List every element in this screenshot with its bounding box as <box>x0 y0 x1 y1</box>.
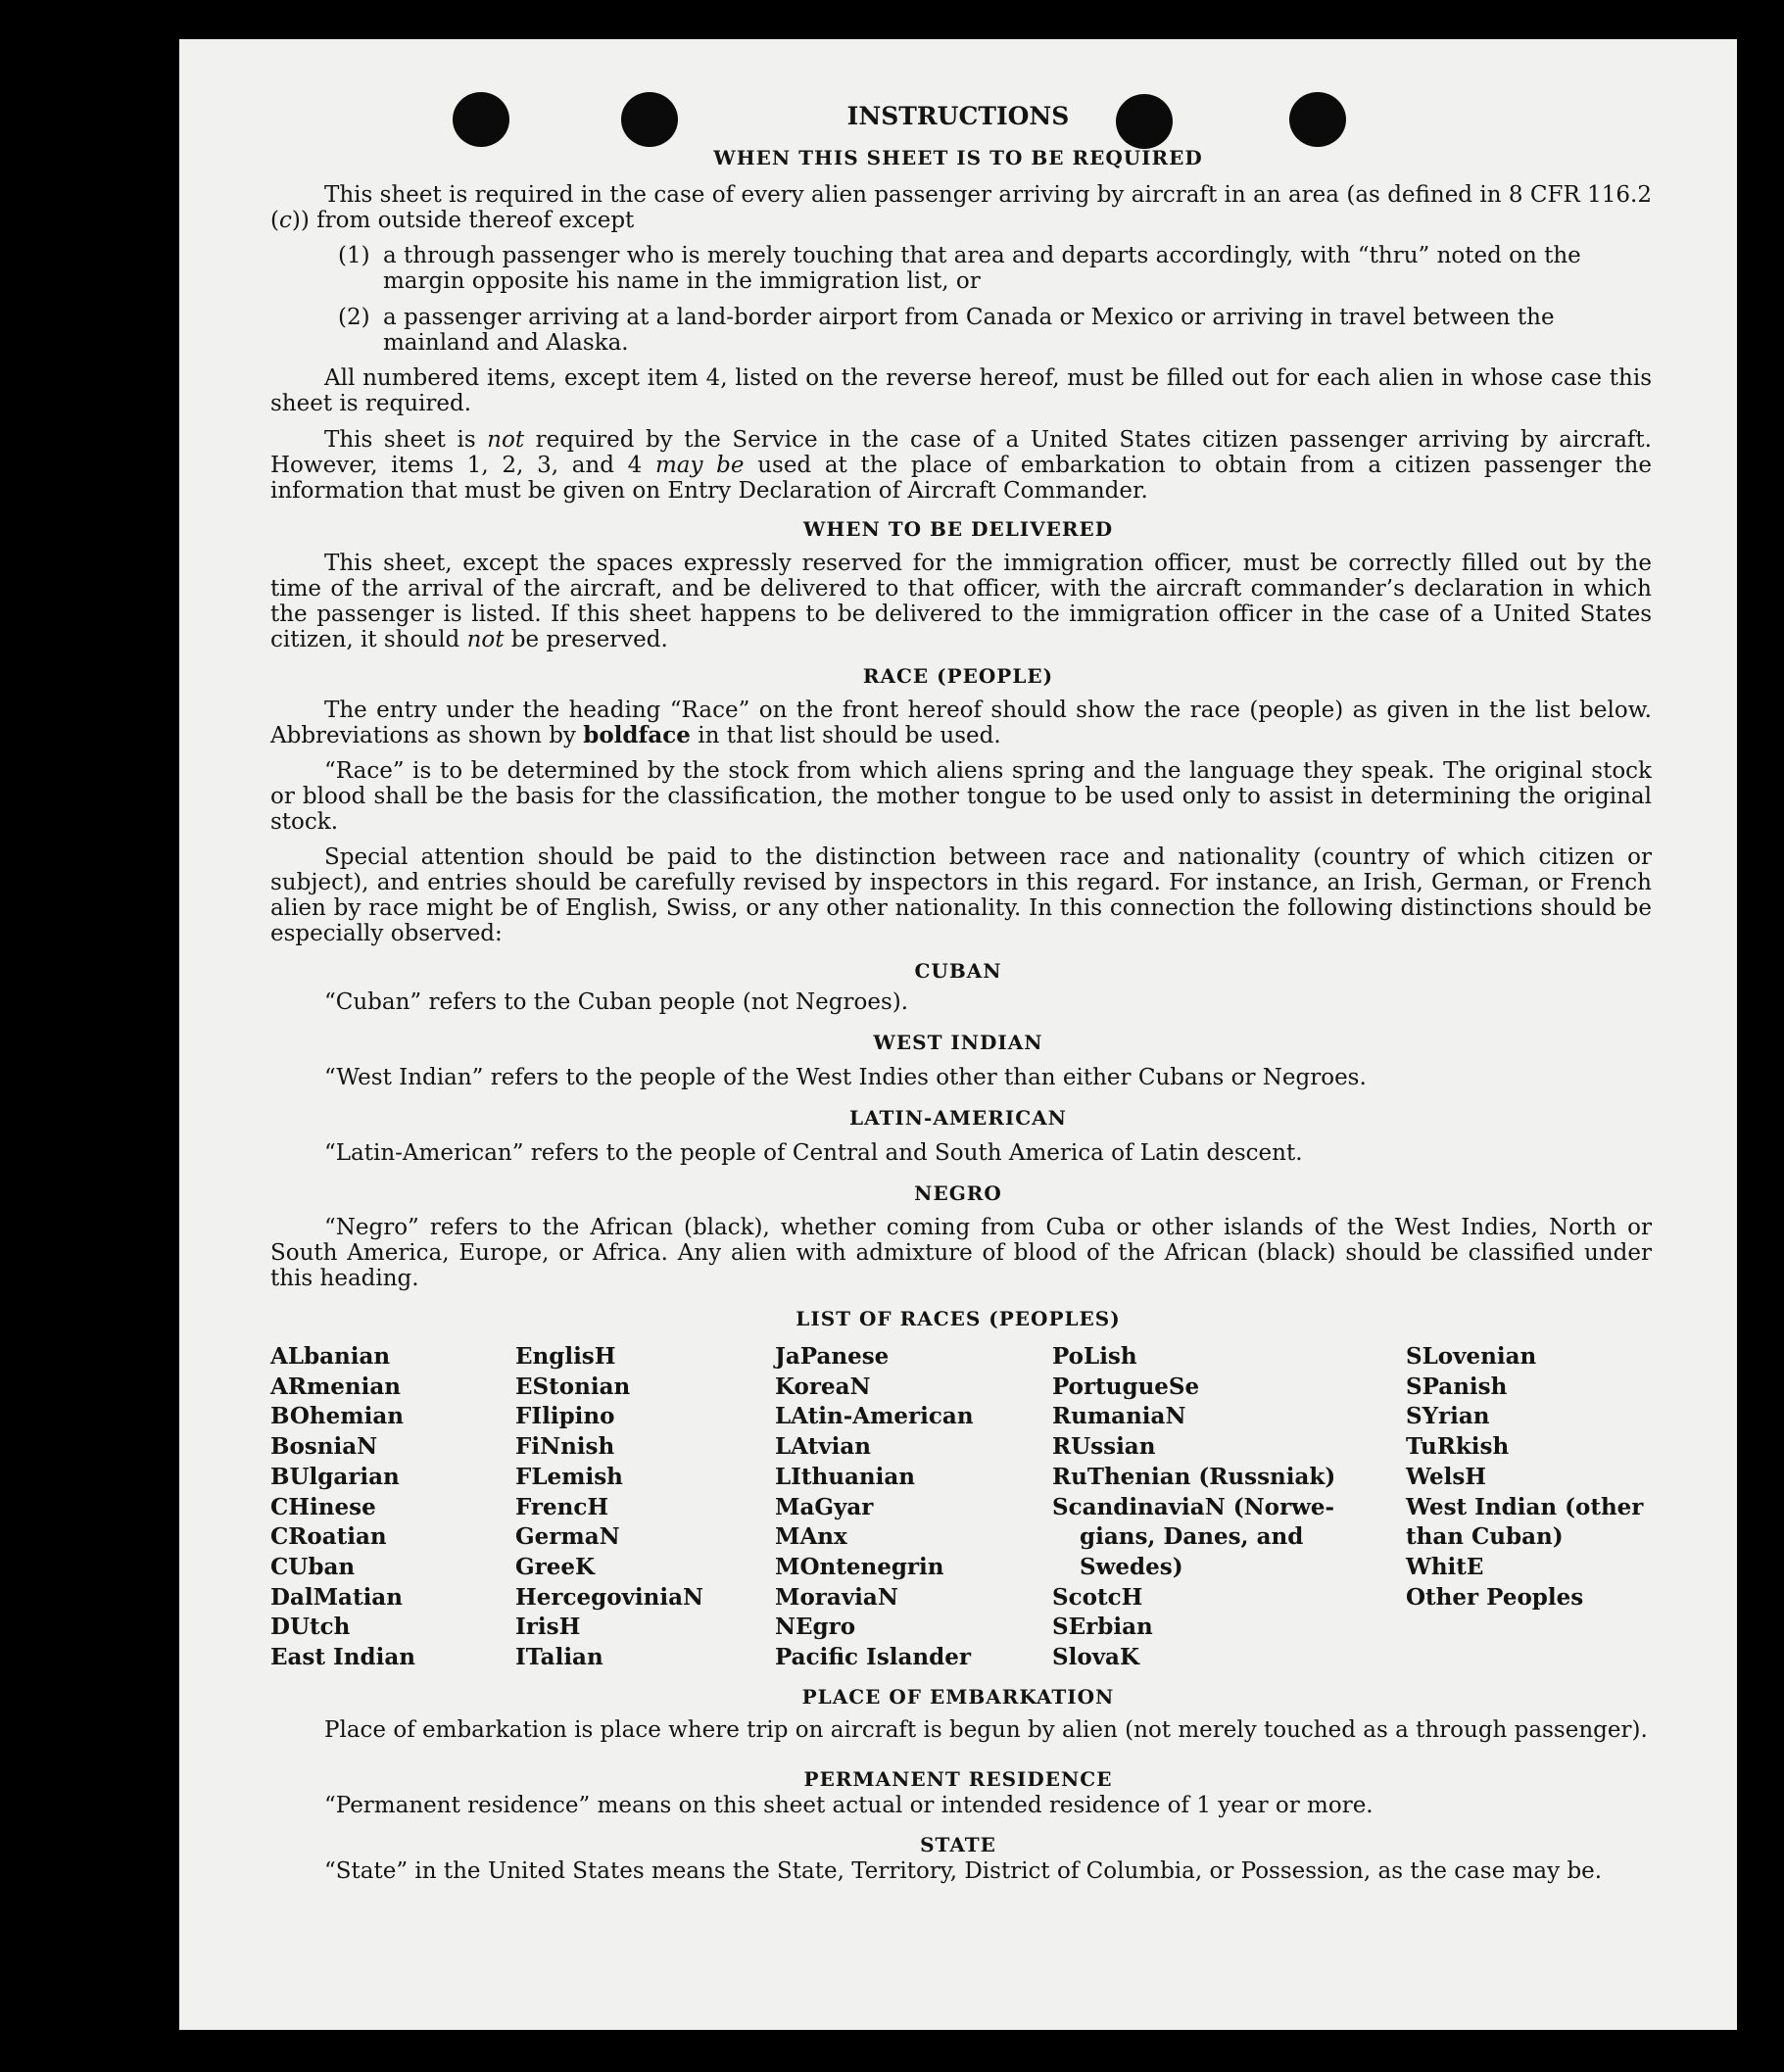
heading-when-required: WHEN THIS SHEET IS TO BE REQUIRED <box>713 146 1203 169</box>
race-list-column-4 <box>1052 1342 1336 1673</box>
paragraph-permanent-residence: “Permanent residence” means on this sheet actual or intended residence of 1 year or more. <box>324 1793 1374 1818</box>
race-item: CRoatian <box>270 1523 387 1551</box>
paragraph-citizen: This sheet is not required by the Service in the case of a United States citizen passenger arriving by aircraft. However, items 1, 2, 3, and 4 may be used at the place of embarkation to obtain from a citizen passenger the information that must be given on Entry Declaration of Aircraft Commander. <box>270 427 1652 504</box>
race-item: PortugueSe <box>1052 1373 1200 1400</box>
race-item: MoraviaN <box>775 1583 898 1611</box>
race-item: CHinese <box>270 1493 376 1520</box>
race-item: JaPanese <box>775 1343 890 1370</box>
race-item: MOntenegrin <box>775 1553 944 1580</box>
paragraph-state: “State” in the United States means the State, Territory, District of Columbia, or Possession, as the case may be. <box>324 1858 1603 1884</box>
race-item: Pacific Islander <box>775 1644 971 1671</box>
race-item: ITalian <box>515 1644 603 1671</box>
race-item: LAtvian <box>775 1433 871 1461</box>
race-item: MaGyar <box>775 1493 874 1520</box>
race-item: GermaN <box>515 1523 620 1551</box>
race-item: BosniaN <box>270 1433 378 1461</box>
race-list-column-5 <box>1406 1342 1661 1613</box>
race-item: SPanish <box>1406 1373 1508 1400</box>
heading-cuban: CUBAN <box>914 959 1002 983</box>
race-item: HercegoviniaN <box>515 1583 704 1611</box>
race-item: BOhemian <box>270 1403 404 1430</box>
race-list-column-1 <box>270 1342 496 1673</box>
race-item: Other Peoples <box>1406 1583 1584 1611</box>
heading-latin-american: LATIN-AMERICAN <box>849 1106 1067 1130</box>
heading-state: STATE <box>920 1833 996 1856</box>
heading-permanent-residence: PERMANENT RESIDENCE <box>803 1767 1113 1791</box>
race-item: SErbian <box>1052 1614 1153 1641</box>
paragraph-race-entry: The entry under the heading “Race” on the front hereof should show the race (people) as given in the list below. Abbreviations as shown by boldface in that list should be used. <box>270 698 1652 748</box>
race-item: WelsH <box>1406 1463 1487 1490</box>
paragraph-latin-american: “Latin-American” refers to the people of Central and South America of Latin descent. <box>324 1140 1303 1166</box>
paragraph-delivered: This sheet, except the spaces expressly reserved for the immigration officer, must be correctly filled out by the time of the arrival of the aircraft, and be delivered to that officer, with the aircraft commander’s declaration in which the passenger is listed. If this sheet happens to be delivered to the immigration officer in the case of a United States citizen, it should not be preserved. <box>270 551 1652 652</box>
paragraph-required: This sheet is required in the case of every alien passenger arriving by aircraft in an area (as defined in 8 CFR 116.2 (c)) from outside thereof except <box>270 182 1652 233</box>
race-item: TuRkish <box>1406 1433 1510 1461</box>
heading-negro: NEGRO <box>914 1181 1002 1205</box>
race-item: RuThenian (Russniak) <box>1052 1463 1336 1490</box>
paragraph-race-distinction: Special attention should be paid to the distinction between race and nationality (country of which citizen or subject), and entries should be carefully revised by inspectors in this regard. For instance, an Irish, German, or French alien by race might be of English, Swiss, or any other nationality. In this connection the following distinctions should be especially observed: <box>270 844 1652 946</box>
race-item: ScandinaviaN (Norwe- <box>1052 1493 1335 1520</box>
heading-race: RACE (PEOPLE) <box>862 664 1054 688</box>
page-title: INSTRUCTIONS <box>846 102 1070 130</box>
race-item: EStonian <box>515 1373 631 1400</box>
race-list-column-3 <box>775 1342 1030 1673</box>
race-item: RUssian <box>1052 1433 1156 1461</box>
race-item: WhitE <box>1406 1553 1484 1580</box>
exception-item-2: (2) a passenger arriving at a land-border airport from Canada or Mexico or arriving in travel between the mainland and Alaska. <box>338 305 1555 356</box>
paragraph-embarkation: Place of embarkation is place where trip on aircraft is begun by alien (not merely touched as a through passenger). <box>324 1717 1648 1743</box>
race-item: East Indian <box>270 1644 415 1671</box>
race-item: KoreaN <box>775 1373 871 1400</box>
race-item: IrisH <box>515 1614 581 1641</box>
heading-list-of-races: LIST OF RACES (PEOPLES) <box>796 1307 1121 1330</box>
race-item: ScotcH <box>1052 1583 1143 1611</box>
exception-item-1: (1) a through passenger who is merely touching that area and departs accordingly, with “thru” noted on the margin opposite his name in the immigration list, or <box>338 243 1581 294</box>
race-item: FiNnish <box>515 1433 615 1461</box>
heading-west-indian: WEST INDIAN <box>873 1031 1043 1054</box>
race-item: LIthuanian <box>775 1463 915 1490</box>
paragraph-cuban: “Cuban” refers to the Cuban people (not Negroes). <box>324 989 909 1015</box>
race-item-continued: gians, Danes, and <box>1080 1523 1304 1551</box>
paragraph-negro: “Negro” refers to the African (black), whether coming from Cuba or other islands of the West Indies, North or South America, Europe, or Africa. Any alien with admixture of blood of the African (black) should be classified under this heading. <box>270 1215 1652 1291</box>
race-item: LAtin-American <box>775 1403 974 1430</box>
race-item: BUlgarian <box>270 1463 400 1490</box>
race-item: SlovaK <box>1052 1644 1139 1671</box>
race-item: GreeK <box>515 1553 596 1580</box>
race-item: DalMatian <box>270 1583 403 1611</box>
race-item: FIlipino <box>515 1403 615 1430</box>
race-item: PoLish <box>1052 1343 1137 1370</box>
race-item-continued: Swedes) <box>1080 1553 1183 1580</box>
race-item: ARmenian <box>270 1373 402 1400</box>
document-page <box>179 39 1737 2030</box>
race-item: MAnx <box>775 1523 847 1551</box>
paragraph-race-stock: “Race” is to be determined by the stock from which aliens spring and the language they speak. The original stock or blood shall be the basis for the classification, the mother tongue to be used only to assist in determining the original stock. <box>270 758 1652 835</box>
race-item: FrencH <box>515 1493 609 1520</box>
paragraph-numbered-items: All numbered items, except item 4, listed on the reverse hereof, must be filled out for each alien in whose case this sheet is required. <box>270 365 1652 416</box>
race-item: RumaniaN <box>1052 1403 1186 1430</box>
race-item: EnglisH <box>515 1343 616 1370</box>
race-item: ALbanian <box>270 1343 391 1370</box>
race-item: CUban <box>270 1553 356 1580</box>
heading-embarkation: PLACE OF EMBARKATION <box>801 1685 1115 1709</box>
race-item: SLovenian <box>1406 1343 1537 1370</box>
race-item-continued: than Cuban) <box>1406 1523 1564 1551</box>
paragraph-west-indian: “West Indian” refers to the people of the West Indies other than either Cubans or Negroes. <box>324 1065 1367 1090</box>
race-item: SYrian <box>1406 1403 1490 1430</box>
race-item: West Indian (other <box>1406 1493 1644 1520</box>
race-item: FLemish <box>515 1463 623 1490</box>
race-item: DUtch <box>270 1614 351 1641</box>
race-item: NEgro <box>775 1614 856 1641</box>
heading-when-delivered: WHEN TO BE DELIVERED <box>802 517 1114 541</box>
race-list-column-2 <box>515 1342 760 1673</box>
